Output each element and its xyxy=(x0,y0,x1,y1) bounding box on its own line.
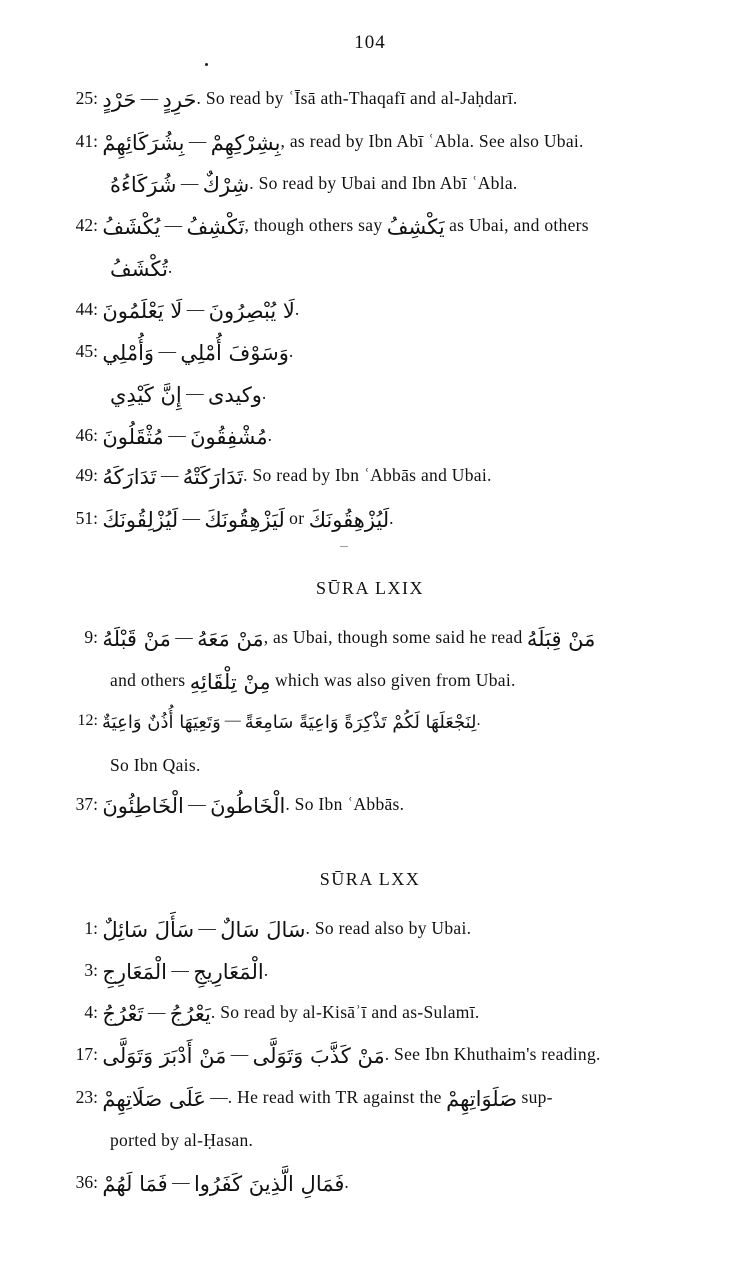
entry-lxix-verse-9 xyxy=(58,629,698,650)
arabic-reading: تَعْرُجُ xyxy=(102,1002,144,1026)
arabic-reading: لَيُزْلِقُونَكَ xyxy=(102,508,179,532)
arabic-reading: مُثْقَلُونَ xyxy=(102,425,164,449)
arabic-variant: لِنَجْعَلَهَا لَكُمْ تَذْكِرَةً وَاعِيَةً سَامِعَةً xyxy=(244,712,477,733)
arabic-variant: وَسَوْفَ أُمْلِي xyxy=(180,341,289,365)
entry-lxx-verse-36 xyxy=(58,1174,698,1195)
entry-text: . xyxy=(263,960,269,980)
arabic-variant: مَنْ مَعَهُ xyxy=(197,627,264,651)
verse-number: 12: xyxy=(77,712,98,729)
entry-text: . So read by Ubai and Ibn Abī ʿAbla. xyxy=(249,173,518,193)
entry-text-cont: as Ubai, and others xyxy=(449,215,589,235)
arabic-variant: لَيَزْهِقُونَكَ xyxy=(204,508,285,532)
entry-text: , though others say xyxy=(244,215,383,235)
dash: — xyxy=(172,1172,190,1192)
verse-number: 25: xyxy=(75,88,98,108)
entry-text: ported by al-Ḥasan. xyxy=(110,1130,254,1150)
arabic-variant: لَا يُبْصِرُونَ xyxy=(208,299,295,323)
entry-verse-42 xyxy=(58,217,698,238)
verse-number: 17: xyxy=(75,1044,98,1064)
arabic-variant-alt: صَلَوَاتِهِمْ xyxy=(446,1087,518,1111)
arabic-variant: حَرِدٍ xyxy=(162,88,197,112)
entry-text: . xyxy=(167,257,173,277)
verse-number: 36: xyxy=(75,1172,98,1192)
verse-number: 51: xyxy=(75,508,98,528)
entry-text-cont: . xyxy=(389,508,394,528)
separator-mark xyxy=(340,546,348,547)
dash: — xyxy=(160,465,179,485)
verse-number: 45: xyxy=(75,341,98,361)
dash: — xyxy=(210,1087,228,1107)
verse-number: 42: xyxy=(75,215,98,235)
dash: — xyxy=(182,508,200,528)
arabic-reading: الْخَاطِئُونَ xyxy=(102,794,184,818)
dash: — xyxy=(186,299,205,319)
entry-verse-41 xyxy=(58,133,698,154)
arabic-reading: وَتَعِيَهَا أُذُنٌ وَاعِيَةٌ xyxy=(102,712,221,733)
arabic-reading: شُرَكَاءُهُ xyxy=(110,173,177,197)
entry-text: . xyxy=(294,299,300,319)
sura-heading-lxix: SŪRA LXIX xyxy=(315,578,424,598)
arabic-reading: تَدَارَكَهُ xyxy=(102,465,157,489)
entry-text: So Ibn Qais. xyxy=(110,755,201,775)
arabic-variant: الْخَاطُونَ xyxy=(210,794,286,818)
entry-text: and others xyxy=(110,670,186,690)
verse-number: 9: xyxy=(84,627,98,647)
verse-number: 3: xyxy=(84,960,98,980)
entry-text: . xyxy=(344,1172,350,1192)
entry-text: . xyxy=(261,383,267,403)
arabic-reading: تُكْشَفُ xyxy=(110,257,168,281)
arabic-variant-alt: لَيُزْهِقُونَكَ xyxy=(308,508,390,532)
verse-number: 44: xyxy=(75,299,98,319)
entry-text: . See Ibn Khuthaim's reading. xyxy=(384,1044,601,1064)
dash: — xyxy=(175,627,193,647)
entry-text: . xyxy=(476,712,481,729)
entry-text: , as Ubai, though some said he read xyxy=(263,627,523,647)
entry-lxix-verse-37 xyxy=(58,796,698,817)
entry-verse-44 xyxy=(58,301,698,322)
arabic-reading: بِشُرَكَائِهِمْ xyxy=(102,131,185,155)
arabic-variant-alt: يَكْشِفُ xyxy=(386,215,445,239)
entry-verse-42-cont xyxy=(110,259,740,280)
arabic-reading: عَلَى صَلَاتِهِمْ xyxy=(102,1087,206,1111)
arabic-variant: فَمَالِ الَّذِينَ كَفَرُوا xyxy=(193,1172,345,1196)
dash: — xyxy=(188,131,207,151)
entry-text-cont: which was also given from Ubai. xyxy=(275,670,516,690)
entry-text: . So read by Ibn ʿAbbās and Ubai. xyxy=(243,465,492,485)
entry-text: . xyxy=(288,341,294,361)
entry-text: , as read by Ibn Abī ʿAbla. See also Ubai. xyxy=(280,131,584,151)
entry-text: or xyxy=(289,508,305,528)
dash: — xyxy=(164,215,183,235)
dash: — xyxy=(198,918,216,938)
print-speck xyxy=(205,63,208,66)
arabic-reading: مَنْ قَبْلَهُ xyxy=(102,627,171,651)
verse-number: 49: xyxy=(75,465,98,485)
entry-verse-25 xyxy=(58,90,698,111)
entry-lxx-verse-1 xyxy=(58,920,698,941)
entry-lxx-verse-3 xyxy=(58,962,698,983)
arabic-reading: يُكْشَفُ xyxy=(102,215,161,239)
dash: — xyxy=(158,341,176,361)
arabic-reading: إِنَّ كَيْدِي xyxy=(110,383,182,407)
arabic-variant: بِشِرْكِهِمْ xyxy=(210,131,281,155)
entry-text: . xyxy=(267,425,273,445)
entry-verse-41-cont xyxy=(110,175,740,196)
arabic-reading: لَا يَعْلَمُونَ xyxy=(102,299,183,323)
verse-number: 37: xyxy=(75,794,98,814)
verse-number: 23: xyxy=(75,1087,98,1107)
arabic-variant: تَكْشِفُ xyxy=(186,215,245,239)
entry-text: . He read with TR against the xyxy=(227,1087,442,1107)
entry-text: . So read by al-Kisāʾī and as-Sulamī. xyxy=(210,1002,480,1022)
entry-text-cont: sup- xyxy=(521,1087,553,1107)
arabic-reading: الْمَعَارِجِ xyxy=(102,960,167,984)
arabic-reading: سَأَلَ سَائِلٌ xyxy=(102,918,195,942)
verse-number: 46: xyxy=(75,425,98,445)
arabic-variant: مَنْ كَذَّبَ وَتَوَلَّى xyxy=(252,1044,385,1068)
dash: — xyxy=(168,425,186,445)
verse-number: 1: xyxy=(84,918,98,938)
entry-verse-49 xyxy=(58,467,698,488)
verse-number: 4: xyxy=(84,1002,98,1022)
arabic-variant: يَعْرُجُ xyxy=(169,1002,211,1026)
entry-verse-45 xyxy=(58,343,698,364)
arabic-variant: الْمَعَارِيجِ xyxy=(193,960,264,984)
entry-lxx-verse-17 xyxy=(58,1046,698,1067)
arabic-variant: سَالَ سَالٌ xyxy=(220,918,306,942)
dash: — xyxy=(147,1002,166,1022)
dash: — xyxy=(224,712,241,729)
dash: — xyxy=(180,173,199,193)
entry-verse-51 xyxy=(58,510,698,531)
arabic-reading: فَمَا لَهُمْ xyxy=(102,1172,168,1196)
page-number: 104 xyxy=(354,32,386,53)
entry-lxix-verse-9-cont xyxy=(110,672,740,693)
arabic-variant-alt: مَنْ قِبَلَهُ xyxy=(526,627,596,651)
entry-lxx-verse-4 xyxy=(58,1004,698,1025)
entry-lxix-verse-12-cont xyxy=(110,757,740,775)
dash: — xyxy=(230,1044,249,1064)
dash: — xyxy=(188,794,206,814)
entry-lxix-verse-12 xyxy=(58,713,698,732)
arabic-reading: مِنْ تِلْقَائِهِ xyxy=(189,670,271,694)
entry-text: . So read by ʿĪsā ath-Thaqafī and al-Jaḥdarī. xyxy=(196,88,518,108)
dash: — xyxy=(140,88,159,108)
arabic-reading: حَرْدٍ xyxy=(102,88,137,112)
entry-verse-46 xyxy=(58,427,698,448)
dash: — xyxy=(186,383,204,403)
entry-text: . So Ibn ʿAbbās. xyxy=(285,794,405,814)
arabic-variant: وكيدى xyxy=(207,383,262,407)
arabic-reading: وَأُمْلِي xyxy=(102,341,155,365)
entry-text: . So read also by Ubai. xyxy=(305,918,472,938)
arabic-variant: شِرْكٌ xyxy=(202,173,250,197)
entry-lxx-verse-23 xyxy=(58,1089,698,1110)
entry-verse-45-cont xyxy=(110,385,740,406)
arabic-variant: تَدَارَكَتْهُ xyxy=(182,465,244,489)
sura-heading-lxx: SŪRA LXX xyxy=(319,869,421,889)
dash: — xyxy=(171,960,189,980)
arabic-reading: مَنْ أَدْبَرَ وَتَوَلَّى xyxy=(102,1044,227,1068)
verse-number: 41: xyxy=(75,131,98,151)
entry-lxx-verse-23-cont xyxy=(110,1132,740,1150)
arabic-variant: مُشْفِقُونَ xyxy=(190,425,268,449)
